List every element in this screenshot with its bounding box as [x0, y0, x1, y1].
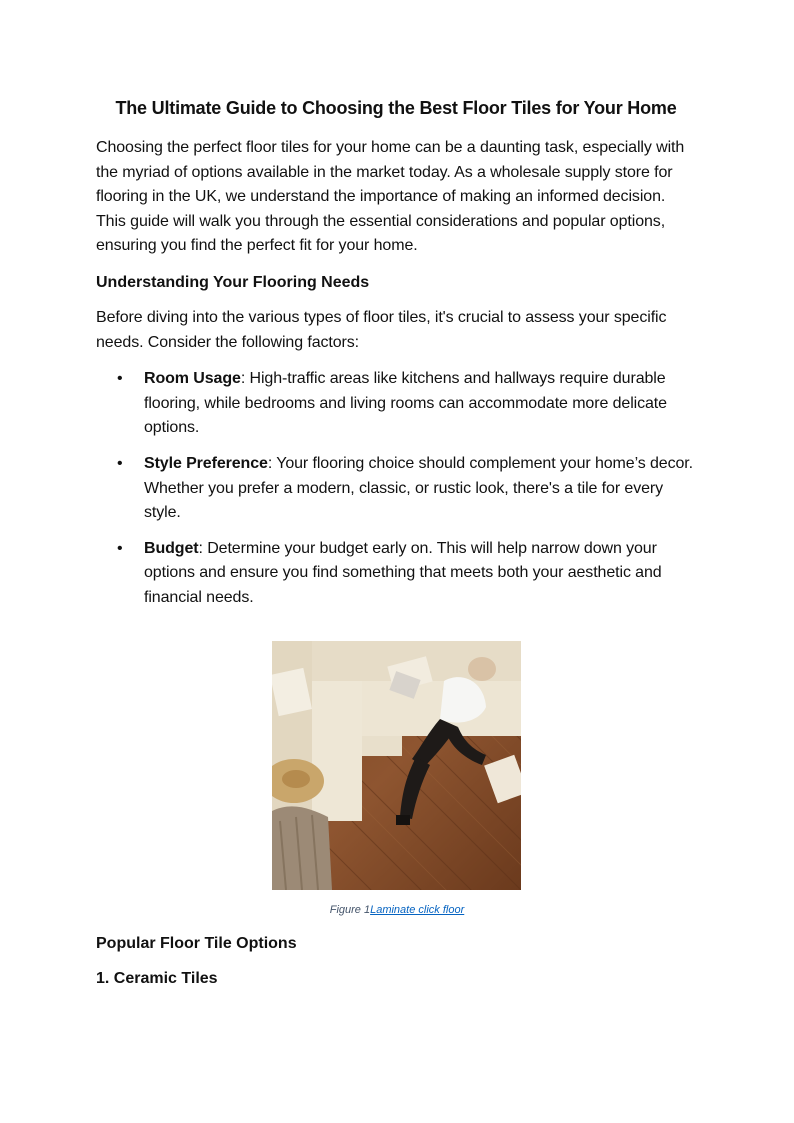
caption-prefix: Figure 1 — [329, 904, 371, 916]
list-item-term: Style Preference — [144, 454, 268, 472]
list-item-term: Room Usage — [144, 370, 241, 388]
laminate-floor-photo — [272, 641, 521, 890]
list-item-text: : Your flooring choice should complement your home’s decor. Whether you prefer a modern, classic, or rustic look, there's a tile for every style. — [144, 454, 693, 522]
section-heading-needs: Understanding Your Flooring Needs — [96, 273, 370, 291]
intro-paragraph: Choosing the perfect floor tiles for your home can be a daunting task, especially with the myriad of options available in the market today. As a wholesale supply store for flooring in the UK, we understand the importance of making an informed decision. This guide will walk you through the essential considerations and popular options, ensuring you find the perfect fit for your home. — [96, 139, 685, 255]
list-item — [144, 537, 696, 611]
list-item-term: Budget — [144, 539, 199, 557]
list-item — [144, 367, 696, 441]
figure-caption — [0, 904, 794, 916]
factors-list — [96, 367, 696, 610]
page-title: The Ultimate Guide to Choosing the Best Floor Tiles for Your Home — [115, 98, 677, 118]
list-item-text: : Determine your budget early on. This will help narrow down your options and ensure you find something that meets both your aesthetic and financial needs. — [144, 539, 662, 606]
document-body — [96, 96, 696, 623]
caption-link[interactable]: Laminate click floor — [370, 904, 465, 916]
list-item-text: : High-traffic areas like kitchens and hallways require durable flooring, while bedrooms and living rooms can accommodate more delicate options. — [144, 370, 667, 437]
section-heading-options: Popular Floor Tile Options — [96, 935, 297, 952]
list-item — [144, 452, 696, 526]
section-heading-ceramic: 1. Ceramic Tiles — [96, 970, 218, 987]
needs-lead-paragraph: Before diving into the various types of floor tiles, it's crucial to assess your specific needs. Consider the following factors: — [96, 308, 667, 351]
